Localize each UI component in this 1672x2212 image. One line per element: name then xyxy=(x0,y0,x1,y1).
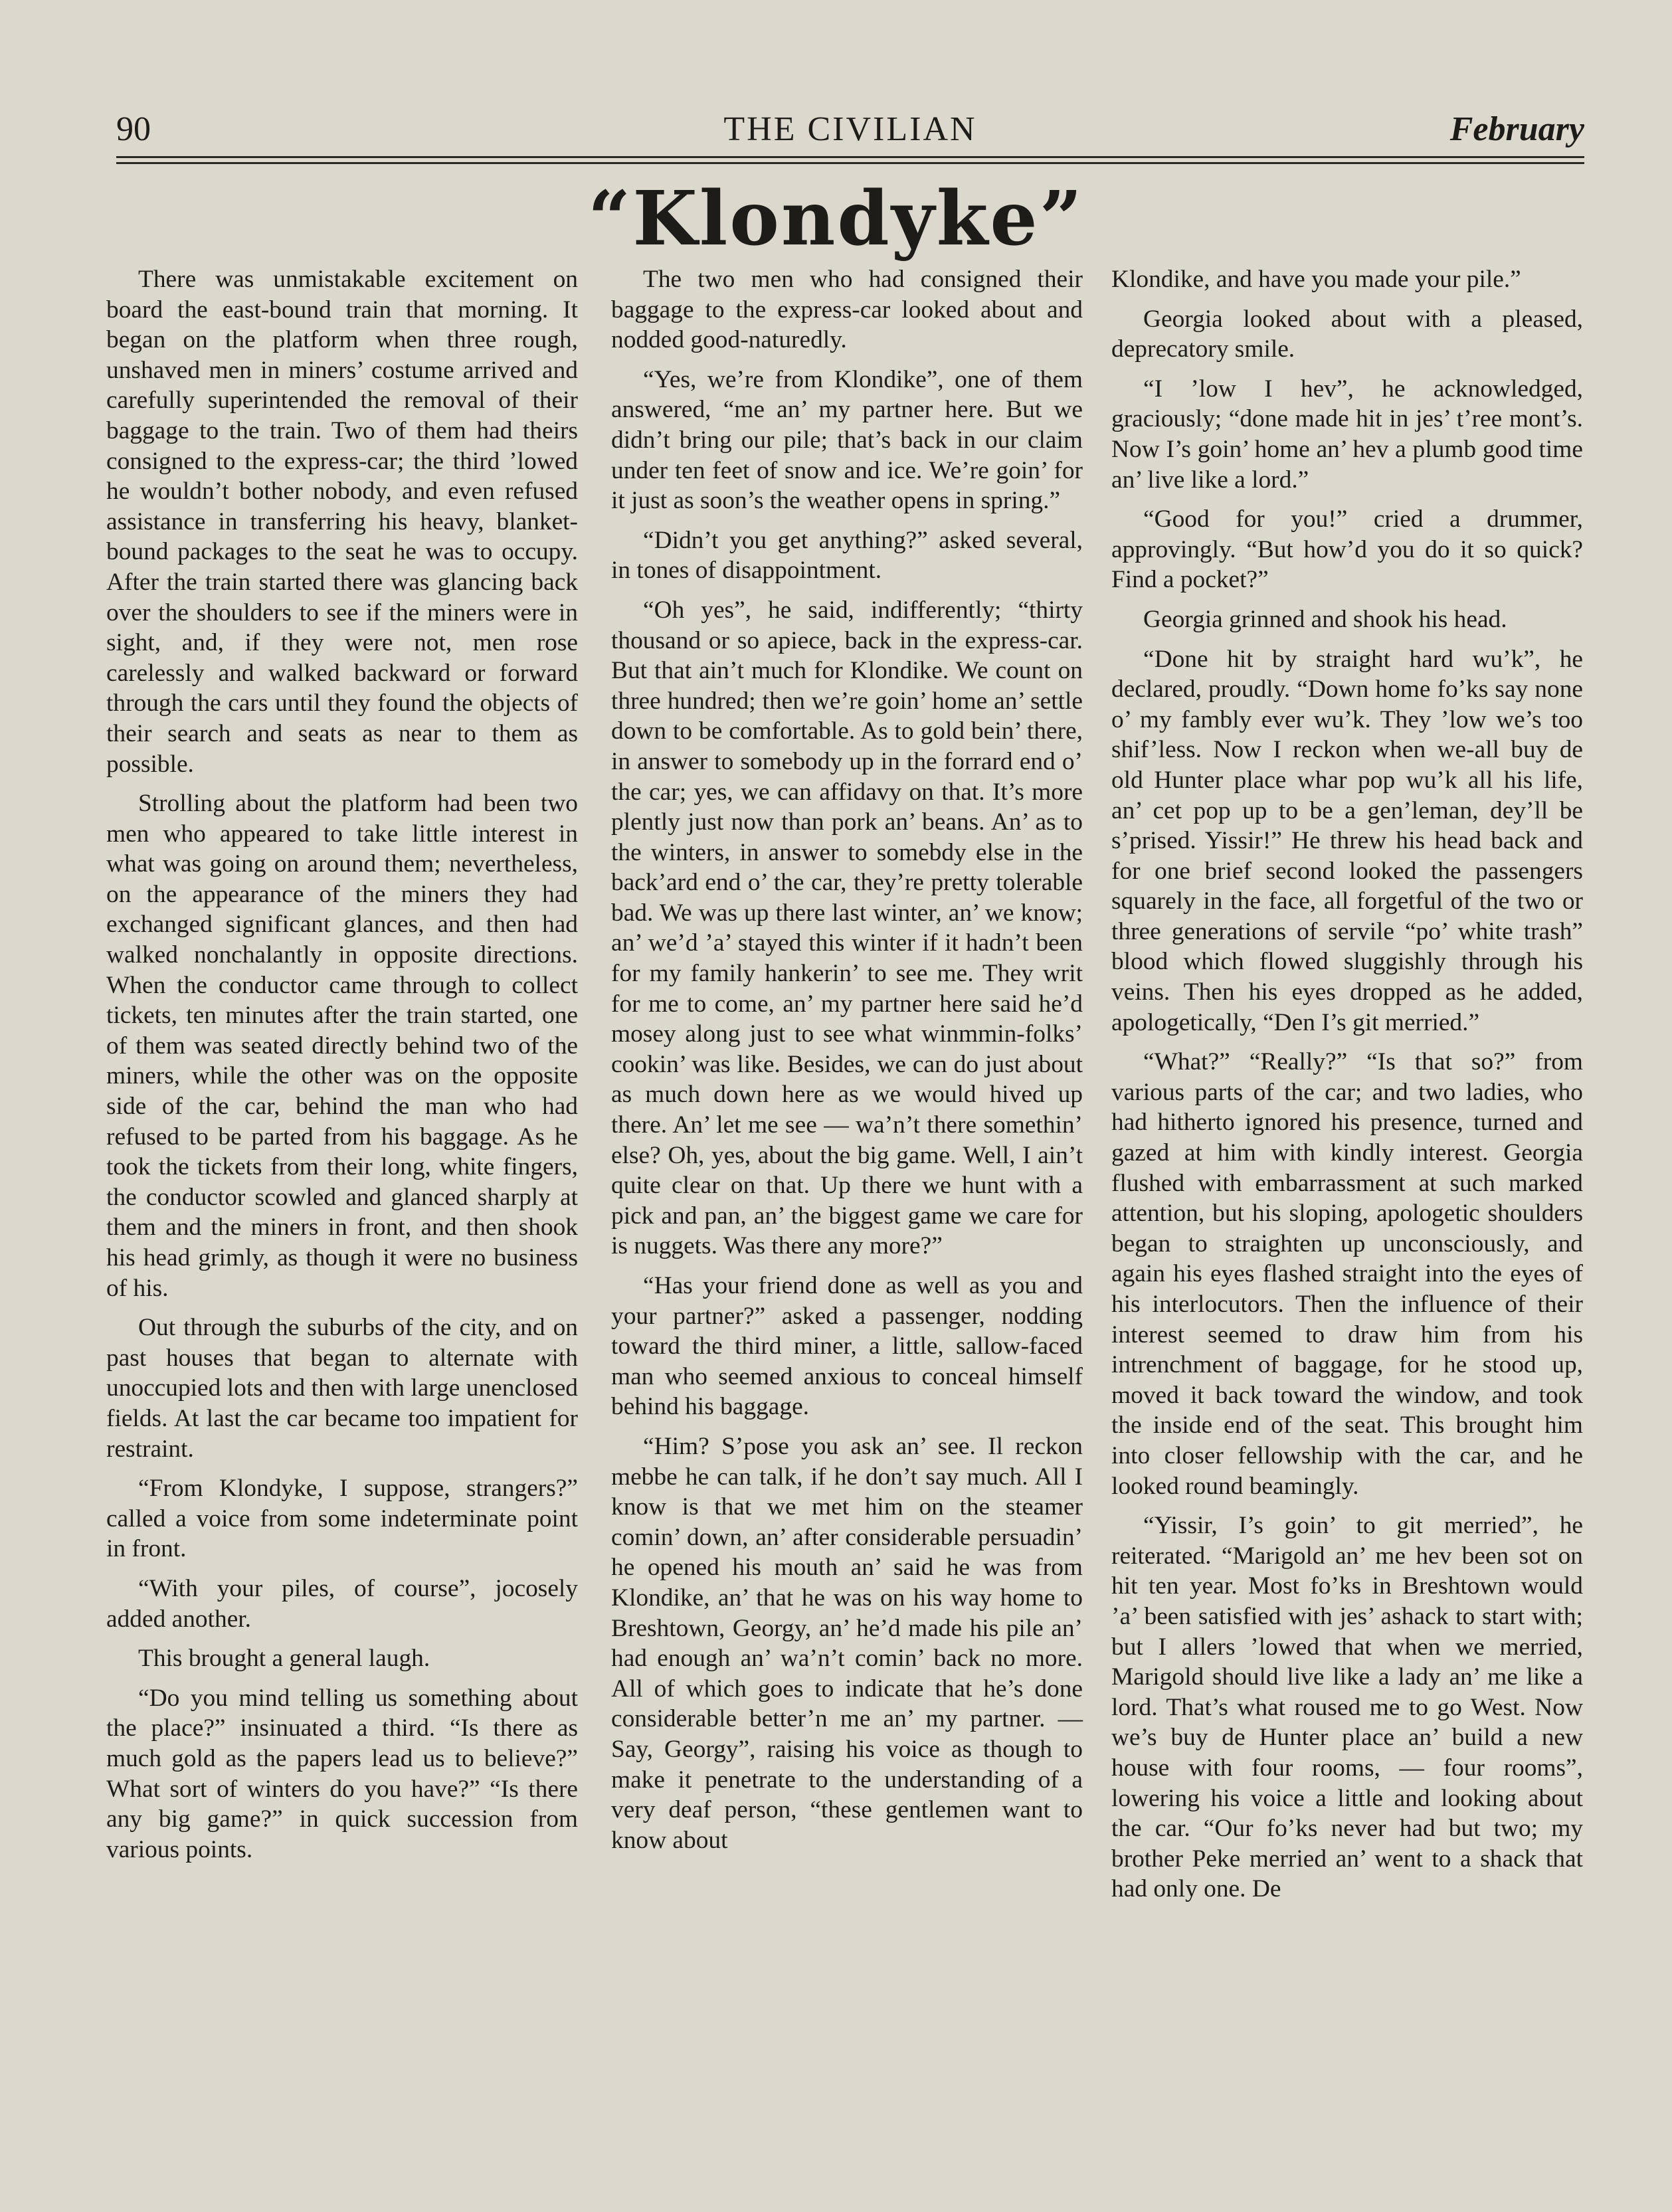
running-head xyxy=(116,106,1584,153)
paragraph: “Do you mind telling us something about the place?” insinuated a third. “Is there as much gold as the papers lead us to believe?” What sort of winters do you have?” “Is there any big game?” in quick succession from various points. xyxy=(106,1684,578,1863)
paragraph: “Yissir, I’s goin’ to git merried”, he reiterated. “Marigold an’ me hev been sot on hit ten year. Most fo’ks in Breshtown would ’a’ been satisfied with jes’ ashack to start with; but I allers ’lowed that when we merried, Marigold should live like a lady an’ me like a lord. That’s what roused me to go West. Now we’s buy de Hunter place an’ build a new house with four rooms, — four rooms”, lowering his voice a little and looking about the car. “Our fo’ks never had but two; my brother Peke merried an’ went to a shack that had only one. De xyxy=(1111,1512,1583,1903)
paragraph: The two men who had consigned their baggage to the express-car looked about and nodded good-naturedly. xyxy=(611,266,1083,354)
page-number: 90 xyxy=(116,110,151,148)
paragraph: “What?” “Really?” “Is that so?” from various parts of the car; and two ladies, who had hitherto ignored his presence, turned and gazed at him with kindly interest. Georgia flushed with embarrassment at such marked attention, but his sloping, apologetic shoulders began to straighten up unconsciously, and again his eyes flashed straight into the eyes of his interlocutors. Then the influence of their interest seemed to draw him from his intrenchment of baggage, for he stood up, moved it back toward the window, and took the inside end of the seat. This brought him into closer fellowship with the car, and he looked round beamingly. xyxy=(1111,1048,1583,1500)
paragraph: Georgia grinned and shook his head. xyxy=(1143,605,1507,633)
paragraph: “Has your friend done as well as you and your partner?” asked a passenger, nodding toward the third miner, a little, sallow-faced man who seemed anxious to conceal himself behind his baggage. xyxy=(611,1272,1083,1421)
paragraph: There was unmistakable excitement on board the east-bound train that morning. It began on the platform when three rough, unshaved men in miners’ costume arrived and carefully superintended the removal of their baggage to the train. Two of them had theirs consigned to the express-car; the third ’lowed he wouldn’t bother nobody, and even refused assistance in transferring his heavy, blanket-bound packages to the seat he was to occupy. After the train started there was glancing back over the shoulders to see if the miners were in sight, and, if they were not, men rose carelessly and walked backward or forward through the cars until they found the objects of their search and seats as near to them as possible. xyxy=(106,266,578,778)
paragraph: Strolling about the platform had been two men who appeared to take little interest in what was going on around them; nevertheless, on the appearance of the miners they had exchanged significant glances, and then had walked nonchalantly in opposite directions. When the conductor came through to collect tickets, ten minutes after the train started, one of them was seated directly behind two of the miners, while the other was on the opposite side of the car, behind the man who had refused to be parted from his baggage. As he took the tickets from their long, white fingers, the conductor scowled and glanced sharply at them and the miners in front, and then shook his head grimly, as though it were no business of his. xyxy=(106,790,578,1302)
article-title: “Klondyke” xyxy=(587,175,1085,262)
paragraph: Georgia looked about with a pleased, deprecatory smile. xyxy=(1111,305,1583,363)
paragraph: “Oh yes”, he said, indifferently; “thirty thousand or so apiece, back in the express-car. But that ain’t much for Klondike. We count on three hundred; then we’re goin’ home an’ settle down to be comfortable. As to gold bein’ there, in answer to somebody up in the forrard end o’ the car; yes, we can affidavy on that. It’s more plently just now than pork an’ beans. An’ as to the winters, in answer to somebdy else in the back’ard end o’ the car, they’re pretty tolerable bad. We was up there last winter, an’ we know; an’ we’d ’a’ stayed this winter if it hadn’t been for my family hankerin’ to see me. They writ for me to come, an’ my partner here said he’d mosey along just to see what winmmin-folks’ cookin’ was like. Besides, we can do just about as much down here as we would hived up there. An’ let me see — wa’n’t there somethin’ else? Oh, yes, about the big game. Well, I ain’t quite clear on that. Up there we hunt with a pick and pan, an’ the biggest game we care for is nuggets. Was there any more?” xyxy=(611,596,1083,1260)
text-column-2 xyxy=(611,264,1083,1865)
header-rule-top xyxy=(116,156,1584,158)
paragraph: Klondike, and have you made your pile.” xyxy=(1111,266,1521,293)
paragraph: “Yes, we’re from Klondike”, one of them answered, “me an’ my partner here. But we didn’t bring our pile; that’s back in our claim under ten feet of snow and ice. We’re goin’ for it just as soon’s the weather opens in spring.” xyxy=(611,365,1083,515)
paragraph: Out through the suburbs of the city, and on past houses that began to alternate with unoccupied lots and then with large unenclosed fields. At last the car became too impatient for restraint. xyxy=(106,1314,578,1463)
paragraph: This brought a general laugh. xyxy=(138,1645,430,1673)
paragraph: “Him? S’pose you ask an’ see. Il reckon mebbe he can talk, if he don’t say much. All I know is that we met him on the steamer comin’ down, an’ after considerable persuadin’ he opened his mouth an’ said he was from Klondike, an’ that he was on his way home to Breshtown, Georgy, an’ he’d made his pile an’ had enough an’ wa’n’t comin’ back no more. All of which goes to indicate that he’s done considerable better’n me an’ my partner. — Say, Georgy”, raising his voice as though to make it penetrate to the understanding of a very deaf person, “these gentlemen want to know about xyxy=(611,1432,1083,1854)
paragraph: “Done hit by straight hard wu’k”, he declared, proudly. “Down home fo’ks say none o’ my fambly ever wu’k. They ’low we’s too shif’less. Now I reckon when we-all buy de old Hunter place whar pop wu’k all his life, an’ cet pop up to be a gen’leman, dey’ll be s’prised. Yissir!” He threw his head back and for one brief second looked the passengers squarely in the face, all forgetful of the two or three generations of servile “po’ white trash” blood which flowed sluggishly through his veins. Then his eyes dropped as he added, apologetically, “Den I’s git merried.” xyxy=(1111,645,1583,1036)
paragraph: “Good for you!” cried a drummer, approvingly. “But how’d you do it so quick? Find a pocket?” xyxy=(1111,506,1583,594)
header-rule-bottom xyxy=(116,162,1584,164)
text-column-1 xyxy=(106,264,578,1874)
text-column-3 xyxy=(1111,264,1583,1914)
issue-month: February xyxy=(1449,110,1584,148)
paragraph: “From Klondyke, I suppose, strangers?” called a voice from some indeterminate point in front. xyxy=(106,1475,578,1563)
paragraph: “I ’low I hev”, he acknowledged, graciously; “done made hit in jes’ t’ree mont’s. Now I’s goin’ home an’ hev a plumb good time an’ live like a lord.” xyxy=(1111,375,1583,494)
paragraph: “Didn’t you get anything?” asked several, in tones of disappointment. xyxy=(611,526,1083,585)
publication-title: THE CIVILIAN xyxy=(723,110,977,148)
paragraph: “With your piles, of course”, jocosely added another. xyxy=(106,1574,578,1633)
